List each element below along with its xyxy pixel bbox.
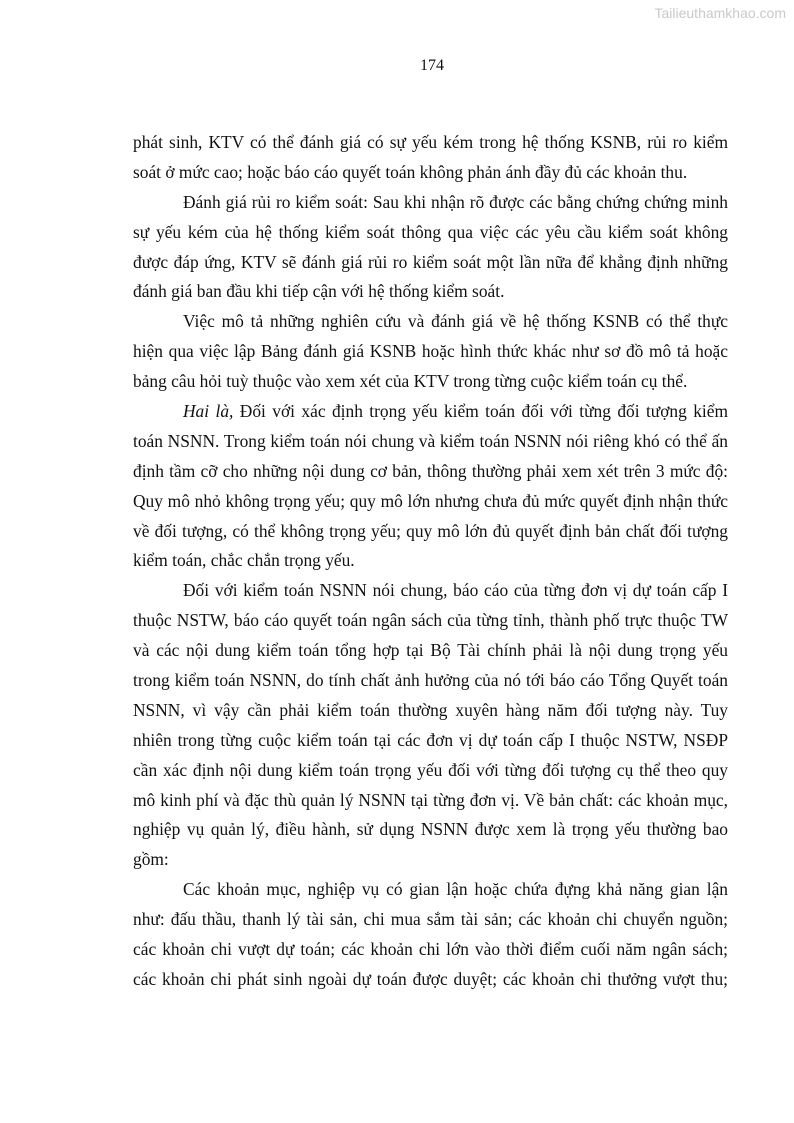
- line-text: thuộc NSTW, báo cáo quyết toán ngân sách của từng tỉnh, thành phố trực thuộc TW: [133, 610, 728, 631]
- text-line: [133, 696, 728, 726]
- italic-lead: Hai là,: [183, 401, 234, 422]
- text-line: [133, 218, 728, 248]
- text-line: [133, 636, 728, 666]
- line-text: phát sinh, KTV có thể đánh giá có sự yếu kém trong hệ thống KSNB, rủi ro kiểm: [133, 132, 728, 152]
- line-text: Đối với xác định trọng yếu kiểm toán đối với từng đối tượng kiểm: [233, 401, 728, 422]
- line-text: đánh giá ban đầu khi tiếp cận với hệ thống kiểm soát.: [133, 281, 505, 302]
- text-line: [133, 307, 728, 337]
- watermark: Tailieuthamkhao.com: [654, 5, 786, 21]
- line-text: được đáp ứng, KTV sẽ đánh giá rủi ro kiểm soát một lần nữa để khẳng định những: [133, 251, 728, 272]
- line-text: như: đấu thầu, thanh lý tài sản, chi mua sắm tài sản; các khoản chi chuyển nguồn;: [133, 909, 728, 930]
- text-line: [133, 128, 728, 158]
- line-text: các khoản chi vượt dự toán; các khoản chi lớn vào thời điểm cuối năm ngân sách;: [133, 939, 728, 960]
- line-text: Quy mô nhỏ không trọng yếu; quy mô lớn nhưng chưa đủ mức quyết định nhận thức: [133, 490, 728, 511]
- text-line: [133, 905, 728, 935]
- text-line: [133, 517, 728, 547]
- text-line: [133, 756, 728, 786]
- text-line: [133, 726, 728, 756]
- paragraph: [133, 576, 728, 875]
- text-line: [133, 606, 728, 636]
- text-line: [133, 397, 728, 427]
- text-line: [133, 427, 728, 457]
- paragraph: [133, 397, 728, 576]
- page-number: 174: [420, 57, 444, 74]
- line-text: gồm:: [133, 849, 169, 870]
- paragraph: [133, 875, 728, 995]
- line-text: cần xác định nội dung kiểm toán trọng yếu đối với từng đối tượng cụ thể theo quy: [133, 759, 728, 780]
- line-text: Đánh giá rủi ro kiểm soát: Sau khi nhận rõ được các bằng chứng chứng minh: [183, 191, 728, 212]
- line-text: bảng câu hỏi tuỳ thuộc vào xem xét của KTV trong từng cuộc kiểm toán cụ thể.: [133, 371, 688, 392]
- line-text: toán NSNN. Trong kiểm toán nói chung và kiểm toán NSNN nói riêng khó có thể ấn: [133, 430, 728, 451]
- line-text: sự yếu kém của hệ thống kiểm soát thông qua việc các yêu cầu kiểm soát không: [133, 221, 728, 242]
- text-line: [133, 248, 728, 278]
- text-line: [133, 487, 728, 517]
- line-text: mô kinh phí và đặc thù quản lý NSNN tại từng đơn vị. Về bản chất: các khoản mục,: [133, 789, 728, 810]
- line-text: nhiên trong từng cuộc kiểm toán tại các đơn vị dự toán cấp I thuộc NSTW, NSĐP: [133, 729, 728, 750]
- line-text: hiện qua việc lập Bảng đánh giá KSNB hoặc hình thức khác như sơ đồ mô tả hoặc: [133, 341, 728, 362]
- line-text: nghiệp vụ quản lý, điều hành, sử dụng NSNN được xem là trọng yếu thường bao: [133, 819, 728, 840]
- text-line: [133, 815, 728, 845]
- text-line: [133, 875, 728, 905]
- line-text: kiểm toán, chắc chắn trọng yếu.: [133, 550, 355, 571]
- text-line: [133, 845, 728, 875]
- line-text: và các nội dung kiểm toán tổng hợp tại Bộ Tài chính phải là nội dung trọng yếu: [133, 640, 728, 661]
- text-line: [133, 666, 728, 696]
- line-text: các khoản chi phát sinh ngoài dự toán được duyệt; các khoản chi thưởng vượt thu;: [133, 968, 728, 989]
- text-line: [133, 158, 728, 188]
- text-line: [133, 188, 728, 218]
- line-text: NSNN, vì vậy cần phải kiểm toán thường xuyên hàng năm đối tượng này. Tuy: [133, 699, 728, 720]
- line-text: soát ở mức cao; hoặc báo cáo quyết toán không phản ánh đầy đủ các khoản thu.: [133, 161, 688, 182]
- text-line: [133, 786, 728, 816]
- text-line: [133, 337, 728, 367]
- paragraph: [133, 128, 728, 188]
- text-line: [133, 965, 728, 995]
- line-text: Việc mô tả những nghiên cứu và đánh giá về hệ thống KSNB có thể thực: [183, 311, 728, 332]
- text-line: [133, 277, 728, 307]
- text-line: [133, 935, 728, 965]
- document-body: [133, 128, 728, 995]
- line-text: định tầm cỡ cho những nội dung cơ bản, thông thường phải xem xét trên 3 mức độ:: [133, 460, 728, 481]
- line-text: Các khoản mục, nghiệp vụ có gian lận hoặc chứa đựng khả năng gian lận: [183, 879, 728, 900]
- line-text: trong kiểm toán NSNN, do tính chất ảnh hưởng của nó tới báo cáo Tổng Quyết toán: [133, 670, 728, 691]
- paragraph: [133, 307, 728, 397]
- text-line: [133, 457, 728, 487]
- paragraph: [133, 188, 728, 308]
- text-line: [133, 546, 728, 576]
- line-text: về đối tượng, có thể không trọng yếu; quy mô lớn đủ quyết định bản chất đối tượng: [133, 520, 728, 541]
- line-text: Đối với kiểm toán NSNN nói chung, báo cáo của từng đơn vị dự toán cấp I: [183, 580, 728, 601]
- text-line: [133, 576, 728, 606]
- text-line: [133, 367, 728, 397]
